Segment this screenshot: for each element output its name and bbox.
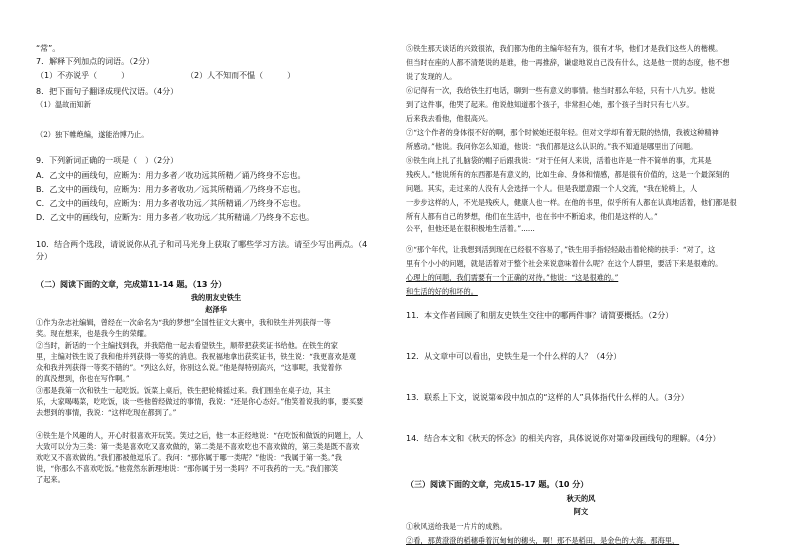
paragraph-4-cont: 了起来。 (36, 475, 65, 484)
paragraph-3-cont: 乐，大家喝喝菜，吃吃饭，谈一些他曾经做过的事情，我说：“还是你心态好。”他笑着说我的事，要买要 (36, 397, 364, 406)
question-14: 14．结合本文和《秋天的怀念》的相关内容，具体说说你对第⑨段画线句的理解。（4分） (406, 434, 721, 443)
paragraph-8: ⑧铁生向上扎了扎脑袋的帽子后跟我说：“对于任何人来说，活着也许是一件不简单的事，尤其是 (406, 156, 712, 165)
paragraph-6-cont: 到了这件事，他哭了起来。他说他知道那个孩子，非常担心她，那个孩子当时只有七八岁。 (406, 100, 694, 109)
question-13: 13．联系上下文，说说第⑥段中加点的“这样的人”具体指代什么样的人。（3分） (406, 393, 689, 402)
option-b: B．乙文中的画线句，应断为：用力多者收功／远其所精诵／乃终身不忘也。 (36, 185, 306, 194)
option-a: A．乙文中的画线句，应断为：用力多者／收功远其所精／诵乃终身不忘也。 (36, 171, 306, 180)
option-c: C．乙文中的画线句，应断为：用力多者收功远／其所精诵／乃终身不忘也。 (36, 199, 306, 208)
question-9: 9．下列新词正确的一项是（ ）（2分） (36, 156, 179, 165)
section-3-heading: （三）阅读下面的文章，完成15-17 题。（10 分） (406, 480, 589, 489)
question-12: 12．从文章中可以看出，史铁生是一个什么样的人？（4分） (406, 352, 622, 361)
question-7-b: （2）人不知而不愠（ ） (186, 71, 296, 80)
paragraph-8-cont: 残疾人。”他说所有的东西都是有意义的，比如生命、身体和情感，都是很有价值的，这是一个最深刻的 (406, 170, 730, 179)
article-author: 赵泽华 (205, 305, 227, 314)
question-10: 10．结合两个选段，请说说你从孔子和司马光身上获取了哪些学习方法。请至少写出两点。（4 (36, 240, 368, 249)
paragraph-5-cont: 说了发现的人。 (406, 72, 457, 81)
paragraph-6-cont: 后来我去看他，他很高兴。 (406, 114, 493, 123)
paragraph-2-cont: 里，主编对铁生说了我和他并列获得一等奖的消息。我祝福地拿出获奖证书，铁生说：“我更喜欢是观 (36, 352, 356, 361)
paragraph-2: ②当时，新话的一个主编找到我，并我陪他一起去看望铁生，顺带把获奖证书给他。在铁生的家 (36, 341, 338, 350)
paragraph-r2: ②看，那黄澄澄的稻穗垂着沉甸甸的穗头，啊！那不是稻田，是金色的大海。那海里， (406, 536, 680, 545)
paragraph-1-cont: 奖。现在想来，也是我今生的荣耀。 (36, 329, 152, 338)
question-8-2: （2）独下帷绝编，遂能治博乃止。 (36, 130, 149, 139)
paragraph-7: ⑦“这个作者的身体很不好的啊，那个时候她还很年轻。但对文学却有着无限的热情，我被这种精神 (406, 128, 719, 137)
paragraph-9-cont: 里有个小小的问题，就是活着对于整个社会来说意味着什么呢？在这个人群里，要活下来是很难的。 (406, 259, 723, 268)
section-2-heading: （二）阅读下面的文章，完成第11-14 题。（13 分） (36, 280, 227, 289)
paragraph-9: ⑨“那个年代，让我想到活到现在已经很不容易了，”铁生用手指轻轻敲击着轮椅的扶手：“对了，这 (406, 245, 716, 254)
paragraph-2-cont: 的真没想到，你也在写作啊。” (36, 374, 130, 383)
article-3-author: 阿文 (573, 507, 589, 516)
paragraph-4-cont: 欢吃又不喜欢做的。”我们都被他逗乐了。我问：“那你属于哪一类呢？”他说：“我属于第一类。”我 (36, 453, 342, 462)
paragraph-8-cont: 一步步这样的人，不光是残疾人，健康人也一样。在他的书里，似乎所有人都在认真地活着，他们都是很 (406, 198, 737, 207)
paragraph-8-cont: 所有人都有自己的梦想，他们在生活中，也在书中不断追求，他们是这样的人。” (406, 212, 658, 221)
paragraph-7-cont: 所感动。”他说。我问你怎么知道，他说：“我们都是这么认识的。”我不知道是哪里出了问题。 (406, 142, 698, 151)
question-7-a: （1）不亦说乎（ ） (36, 71, 130, 80)
article-title: 我的朋友史铁生 (190, 293, 242, 302)
paragraph-4: ④铁生是个风趣的人，开心时很喜欢开玩笑。笑过之后，他一本正经地说：“在吃饭和做饭的问题上，人 (36, 431, 364, 440)
paragraph-8-cont: 问题。其实，走过来的人没有人会选择一个人。但是我愿意跟一个人交流，“我在轮椅上，人 (406, 184, 698, 193)
paragraph-3: ③那是我第一次和铁生一起吃饭。饭菜上桌后，铁生把轮椅摇过来。我们围坐在桌子边，其主 (36, 386, 331, 395)
paragraph-3-cont: 去想到的事情，我说：“这样吃现在都到了。” (36, 408, 177, 417)
question-7: 7．解释下列加点的词语。（2分） (36, 57, 155, 66)
paragraph-2-cont: 众和我并列获得一等奖不错的”。“列这么好，你别这么说。”他是得特别高兴，“这事呢，我觉着你 (36, 363, 342, 372)
paragraph-4-cont: 说，“你那么不喜欢吃饭。”他竟然东新理地说：“那你属于另一类吗？不可我药的一天。”我们都笑 (36, 464, 339, 473)
paragraph-6: ⑥记得有一次，我给铁生打电话，聊到一些有意义的事情。他当时那么年轻，只有十八九岁。他说 (406, 86, 716, 95)
paragraph-9-underlined: 和生活的好的和坏的。 (406, 287, 478, 296)
question-8: 8．把下面句子翻译成现代汉语。（4分） (36, 87, 179, 96)
paragraph-5-cont: 但当时在座的人都不清楚说的是谁，他一再推辞，谦虚地说自己没有什么，这是他一贯的态度，他不想 (406, 58, 730, 67)
paragraph-5: ⑤铁生那天谈话的兴致很浓，我们都为他的主编年轻有为，很有才华，他们才是我们这些人的楷模。 (406, 44, 723, 53)
question-8-1: （1）温故而知新 (36, 100, 91, 109)
paragraph-4-cont: 大致可以分为三类：第一类是喜欢吃又喜欢做的，第二类是不喜欢吃也不喜欢做的，第三类是既不喜欢 (36, 442, 360, 451)
article-3-title: 秋天的风 (566, 494, 596, 503)
paragraph-8-cont: 公平，但他还是在很积极地生活着。”...... (406, 224, 535, 233)
question-11: 11．本文作者回顾了和朋友史铁生交往中的哪两件事？请简要概括。（2分） (406, 311, 674, 320)
option-d: D．乙文中的画线句，应断为：用力多者／收功远／其所精诵／乃终身不忘也。 (36, 213, 315, 222)
paragraph-1: ①作为杂志社编辑，曾经在一次命名为“我的梦想”全国性征文大赛中，我和铁生并列获得一等 (36, 318, 331, 327)
question-10-cont: 分） (36, 252, 52, 261)
paragraph-r1: ①秋风送给我是一片片的成熟。 (406, 522, 507, 531)
text-line: “常”。 (36, 44, 61, 53)
paragraph-9-underlined: 心理上的问题，我们需要有一个正确的对待。”他说：“这是很难的。” (406, 273, 619, 282)
